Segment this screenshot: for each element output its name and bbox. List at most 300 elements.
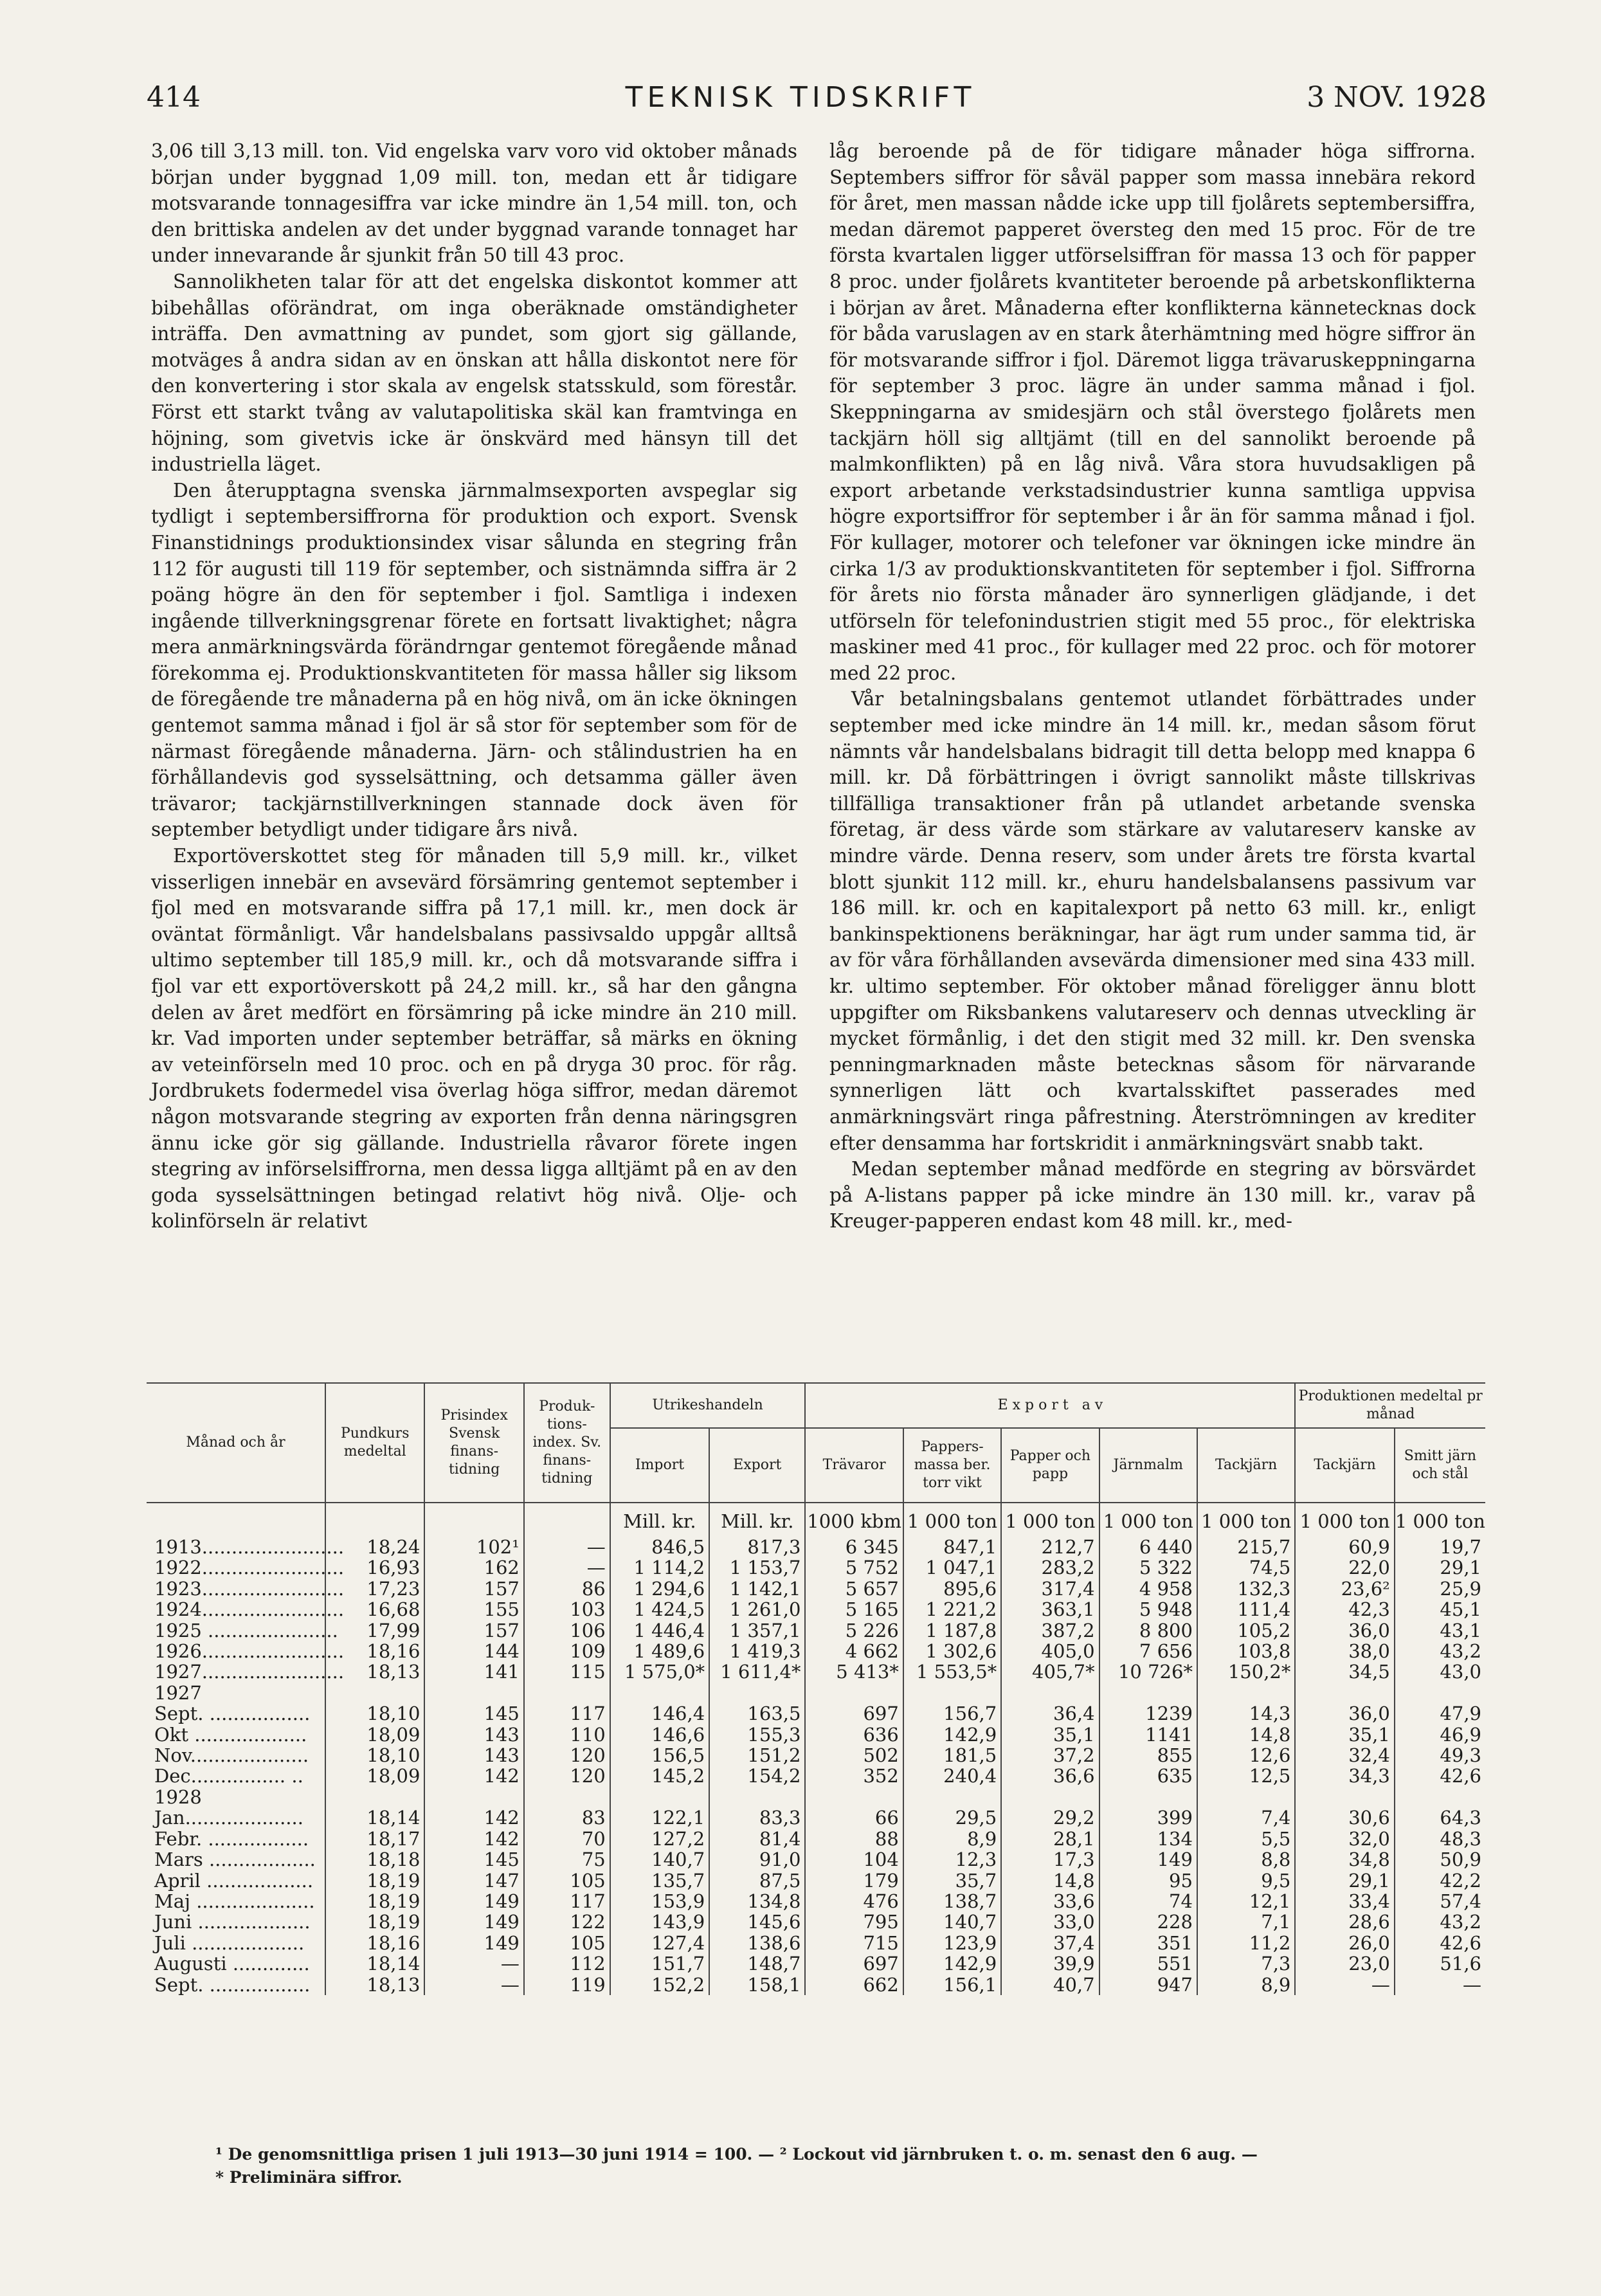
- table-cell: 29,2: [1001, 1807, 1099, 1828]
- table-cell: 1 221,2: [903, 1599, 1001, 1620]
- table-cell: 36,4: [1001, 1703, 1099, 1724]
- table-cell: 42,2: [1395, 1870, 1485, 1891]
- table-cell: [1395, 1683, 1485, 1703]
- paragraph: Den återupptagna svenska järnmalmsexporten avspeglar sig tydligt i septembersiffrorna för produktion och export. Svensk Finanstidnings produktionsindex visar sålunda en stegring från 112 för augusti till 119 för september, och sistnämnda siffra är 2 poäng högre än den för september i fjol. Samtliga i indexen ingående tillverkningsgrenar förete en fortsatt livaktighet; några mera anmärkningsvärda förändrngar gentemot föregående månad förekomma ej. Produktionskvantiteten för massa håller sig liksom de föregående tre månaderna på en hög nivå, om än icke ökningen gentemot samma månad i fjol är så stor för september som för de närmast föregående månaderna. Järn- och stålindustrien ha en förhållandevis god sysselsättning, och detsamma gäller även trävaror; tackjärnstillverkningen stannade dock även för september betydligt under tidigare års nivå.: [151, 479, 797, 841]
- table-cell: 215,7: [1197, 1537, 1295, 1557]
- table-cell: 149: [424, 1933, 523, 1953]
- table-cell: 103,8: [1197, 1641, 1295, 1661]
- column-header: Import: [610, 1428, 709, 1503]
- table-cell: 18,16: [325, 1933, 424, 1953]
- column-header: Export: [709, 1428, 805, 1503]
- table-cell: 228: [1099, 1912, 1197, 1932]
- table-cell: 143: [424, 1724, 523, 1745]
- table-row: [147, 1975, 1485, 1995]
- table-cell: 154,2: [709, 1766, 805, 1786]
- table-cell: 43,2: [1395, 1912, 1485, 1932]
- table-cell: 18,10: [325, 1745, 424, 1766]
- table-cell: —: [1295, 1975, 1394, 1995]
- table-row: [147, 1557, 1485, 1578]
- table-cell: [1395, 1787, 1485, 1807]
- table-cell: 17,3: [1001, 1849, 1099, 1870]
- table-cell: 363,1: [1001, 1599, 1099, 1620]
- table-row: [147, 1849, 1485, 1870]
- table-cell: 662: [805, 1975, 903, 1995]
- table-cell: 75: [524, 1849, 610, 1870]
- table-cell: 105,2: [1197, 1620, 1295, 1641]
- table-row: [147, 1641, 1485, 1661]
- table-cell: 42,6: [1395, 1933, 1485, 1953]
- table-cell: 6 345: [805, 1537, 903, 1557]
- table-cell: 1 142,1: [709, 1578, 805, 1599]
- table-row: [147, 1829, 1485, 1849]
- table-cell: 697: [805, 1953, 903, 1974]
- table-cell: 40,7: [1001, 1975, 1099, 1995]
- row-label: Dec................ ..: [154, 1765, 303, 1787]
- table-cell: —: [1395, 1975, 1485, 1995]
- table-cell: 42,6: [1395, 1766, 1485, 1786]
- table-cell: 8,9: [903, 1829, 1001, 1849]
- table-cell: 33,6: [1001, 1891, 1099, 1912]
- table-cell: 240,4: [903, 1766, 1001, 1786]
- table-cell: 551: [1099, 1953, 1197, 1974]
- table-cell: 5 413*: [805, 1661, 903, 1682]
- table-cell: 143: [424, 1745, 523, 1766]
- table-cell: 38,0: [1295, 1641, 1394, 1661]
- unit-cell: 1 000 ton: [1295, 1503, 1394, 1537]
- table-cell: 46,9: [1395, 1724, 1485, 1745]
- table-cell: 140,7: [903, 1912, 1001, 1932]
- table-cell: 1 611,4*: [709, 1661, 805, 1682]
- group-header: Produktionen medeltal pr månad: [1295, 1383, 1485, 1428]
- table-cell: 8 800: [1099, 1620, 1197, 1641]
- table-cell: 18,13: [325, 1661, 424, 1682]
- table-cell: 12,1: [1197, 1891, 1295, 1912]
- table-cell: 60,9: [1295, 1537, 1394, 1557]
- table-row: [147, 1661, 1485, 1682]
- table-cell: 120: [524, 1766, 610, 1786]
- table-cell: 7 656: [1099, 1641, 1197, 1661]
- table-cell: [1001, 1683, 1099, 1703]
- table-cell: 212,7: [1001, 1537, 1099, 1557]
- table-cell: 28,6: [1295, 1912, 1394, 1932]
- table-cell: 7,1: [1197, 1912, 1295, 1932]
- table-cell: 49,3: [1395, 1745, 1485, 1766]
- units-row: [147, 1503, 1485, 1537]
- column-header: Tackjärn: [1295, 1428, 1394, 1503]
- table-row: [147, 1599, 1485, 1620]
- row-label: 1913........................: [154, 1536, 345, 1558]
- paragraph: låg beroende på de för tidigare månader höga siffrorna. Septembers siffror för såväl papper som massa innebära rekord för året, men massan nådde icke upp till fjolårets septembersiffra, medan däremot papperet översteg den med 15 proc. För de tre första kvartalen ligger utförselsiffran för massa 13 och för papper 8 proc. under fjolårets kvantiteter beroende på arbetskonflikterna i början av året. Månaderna efter konflikterna kännetecknas dock för båda varuslagen av en stark återhämtning med högre siffror än för motsvarande siffror i fjol. Däremot ligga trävaruskeppningarna för september 3 proc. lägre än under samma månad i fjol. Skeppningarna av smidesjärn och stål överstego fjolårets men tackjärn höll sig alltjämt (till en del sannolikt beroende på malmkonflikten) på en låg nivå. Våra stora huvudsakligen på export arbetande verkstadsindustrier kunna samtliga uppvisa högre exportsiffror för september i år än för samma månad i fjol. För kullager, motorer och telefoner var ökningen icke mindre än cirka 1/3 av produktionskvantiteten för september i fjol. Siffrorna för årets nio första månader äro synnerligen glädjande, i det utförseln för telefonindustrien stigit med 55 proc., för elektriska maskiner med 41 proc., för kullager med 22 proc. och för motorer med 22 proc.: [829, 140, 1476, 684]
- row-label: Okt ...................: [154, 1723, 307, 1746]
- column-header: Järnmalm: [1099, 1428, 1197, 1503]
- unit-cell: Mill. kr.: [709, 1503, 805, 1537]
- table-cell: 142: [424, 1829, 523, 1849]
- table-cell: 36,0: [1295, 1703, 1394, 1724]
- table-cell: 143,9: [610, 1912, 709, 1932]
- table-cell: 405,0: [1001, 1641, 1099, 1661]
- table-cell: 32,0: [1295, 1829, 1394, 1849]
- unit-cell: 1000 kbm: [805, 1503, 903, 1537]
- table-cell: —: [424, 1953, 523, 1974]
- table-cell: 387,2: [1001, 1620, 1099, 1641]
- table-row: [147, 1703, 1485, 1724]
- table-cell: 18,19: [325, 1870, 424, 1891]
- table-row: [147, 1745, 1485, 1766]
- table-cell: 502: [805, 1745, 903, 1766]
- row-label: 1923........................: [154, 1577, 345, 1600]
- table-cell: 37,2: [1001, 1745, 1099, 1766]
- table-row: [147, 1787, 1485, 1807]
- table-cell: 110: [524, 1724, 610, 1745]
- table-cell: 142: [424, 1807, 523, 1828]
- table-cell: 34,8: [1295, 1849, 1394, 1870]
- table-cell: 145,2: [610, 1766, 709, 1786]
- table-cell: 9,5: [1197, 1870, 1295, 1891]
- row-label: Maj ....................: [154, 1890, 315, 1912]
- paragraph: Vår betalningsbalans gentemot utlandet förbättrades under september med icke mindre än 14 mill. kr., medan såsom förut nämnts vår handelsbalans bidragit till detta belopp med knappa 6 mill. kr. Då förbättringen i övrigt sannolikt måste tillskrivas tillfälliga transaktioner från på utlandet arbetande svenska företag, är dess värde som stärkare av valutareserv kanske av mindre värde. Denna reserv, som under årets tre första kvartal blott sjunkit 112 mill. kr., ehuru handelsbalansens passivum var 186 mill. kr. och en kapitalexport på netto 63 mill. kr., enligt bankinspektionens beräkningar, har ägt rum under samma tid, är av för våra förhållanden avsevärda dimensioner med sina 433 mill. kr. ultimo september. För oktober månad föreligger ännu blott uppgifter om Riksbankens valutareserv och dennas utveckling är mycket förmånlig, i det den stigit med 32 mill. kr. Den svenska penningmarknaden måste betecknas såsom för närvarande synnerligen lätt och kvartalsskiftet passerades med anmärkningsvärt ringa påfrestning. Återströmningen av krediter efter densamma har fortskridit i anmärkningsvärt snabb takt.: [829, 688, 1476, 1154]
- table-cell: 109: [524, 1641, 610, 1661]
- table-cell: 81,4: [709, 1829, 805, 1849]
- column-header: Trävaror: [805, 1428, 903, 1503]
- table-cell: 156,1: [903, 1975, 1001, 1995]
- table-cell: [903, 1787, 1001, 1807]
- table-cell: 74: [1099, 1891, 1197, 1912]
- table-row: [147, 1870, 1485, 1891]
- table-cell: 145,6: [709, 1912, 805, 1932]
- row-label: April ..................: [154, 1869, 314, 1892]
- table-cell: 1 294,6: [610, 1578, 709, 1599]
- table-row: [147, 1912, 1485, 1932]
- table-cell: 8,9: [1197, 1975, 1295, 1995]
- table-cell: 156,7: [903, 1703, 1001, 1724]
- table-cell: 25,9: [1395, 1578, 1485, 1599]
- left-text-column: [151, 138, 797, 1234]
- table-cell: 45,1: [1395, 1599, 1485, 1620]
- column-header: Tackjärn: [1197, 1428, 1295, 1503]
- table-cell: 122: [524, 1912, 610, 1932]
- table-cell: 86: [524, 1578, 610, 1599]
- table-cell: [1099, 1683, 1197, 1703]
- table-cell: 1 302,6: [903, 1641, 1001, 1661]
- table-cell: [424, 1683, 523, 1703]
- table-cell: 138,7: [903, 1891, 1001, 1912]
- table-cell: [805, 1683, 903, 1703]
- table-cell: 855: [1099, 1745, 1197, 1766]
- table-cell: 352: [805, 1766, 903, 1786]
- table-cell: 127,4: [610, 1933, 709, 1953]
- paragraph: Sannolikheten talar för att det engelska diskontot kommer att bibehållas oförändrat, om inga oberäknade omständigheter inträffa. Den avmattning av pundet, som gjort sig gällande, motväges å andra sidan av en önskan att hålla diskontot nere för den konvertering i stor skala av engelsk statsskuld, som förestår. Först ett starkt tvång av valutapolitiska skäl kan framtvinga en höjning, som givetvis icke är önskvärd med hänsyn till det industriella läget.: [151, 270, 797, 476]
- table-cell: 5 752: [805, 1557, 903, 1578]
- table-row: [147, 1683, 1485, 1703]
- table-cell: 105: [524, 1933, 610, 1953]
- table-cell: 22,0: [1295, 1557, 1394, 1578]
- table-cell: 43,1: [1395, 1620, 1485, 1641]
- table-cell: 18,14: [325, 1807, 424, 1828]
- table-cell: 30,6: [1295, 1807, 1394, 1828]
- table-cell: 142,9: [903, 1953, 1001, 1974]
- table-cell: 10 726*: [1099, 1661, 1197, 1682]
- table-cell: 5 322: [1099, 1557, 1197, 1578]
- unit-cell: 1 000 ton: [1099, 1503, 1197, 1537]
- row-label: Sept. .................: [154, 1973, 311, 1996]
- table-row: [147, 1578, 1485, 1599]
- table-cell: 151,2: [709, 1745, 805, 1766]
- table-body: [147, 1537, 1485, 1995]
- table-cell: 317,4: [1001, 1578, 1099, 1599]
- table-cell: 115: [524, 1661, 610, 1682]
- table-cell: 120: [524, 1745, 610, 1766]
- table-cell: 32,4: [1295, 1745, 1394, 1766]
- table-cell: 146,6: [610, 1724, 709, 1745]
- table-cell: [524, 1787, 610, 1807]
- paragraph: Exportöverskottet steg för månaden till 5,9 mill. kr., vilket visserligen innebär en avsevärd försämring gentemot september i fjol med en motsvarande siffra på 17,1 mill. kr., men dock är oväntat förmånligt. Vår handelsbalans passivsaldo uppgår alltså ultimo september till 185,9 mill. kr., och då motsvarande siffra i fjol var ett exportöverskott på 24,2 mill. kr., så har den gångna delen av året medfört en försämring på icke mindre än 210 mill. kr. Vad importen under september beträffar, så märks en ökning av veteinförseln med 10 proc. och en på dryga 30 proc. för råg. Jordbrukets fodermedel visa överlag höga siffror, medan däremot någon motsvarande stegring av exporten från denna näringsgren ännu icke gör sig gällande. Industriella råvaror förete ingen stegring av införselsiffrorna, men dessa ligga alltjämt på en av den goda sysselsättningen betingad relativt hög nivå. Olje- och kolinförseln är relativt: [151, 845, 797, 1233]
- table-cell: 12,5: [1197, 1766, 1295, 1786]
- footnote: * Preliminära siffror.: [215, 2168, 403, 2187]
- row-label: 1922........................: [154, 1557, 345, 1579]
- table-cell: —: [524, 1557, 610, 1578]
- table-cell: 29,1: [1395, 1557, 1485, 1578]
- table-cell: 105: [524, 1870, 610, 1891]
- table-cell: 19,7: [1395, 1537, 1485, 1557]
- table-cell: 1 261,0: [709, 1599, 805, 1620]
- table-cell: [325, 1787, 424, 1807]
- table-cell: 947: [1099, 1975, 1197, 1995]
- group-header: E x p o r t a v: [805, 1383, 1295, 1428]
- table-cell: 18,24: [325, 1537, 424, 1557]
- table-cell: 39,9: [1001, 1953, 1099, 1974]
- table-cell: 18,09: [325, 1766, 424, 1786]
- table-row: [147, 1724, 1485, 1745]
- table-cell: 1 153,7: [709, 1557, 805, 1578]
- table-cell: 17,23: [325, 1578, 424, 1599]
- table-cell: 697: [805, 1703, 903, 1724]
- table-cell: 283,2: [1001, 1557, 1099, 1578]
- table-cell: 5 165: [805, 1599, 903, 1620]
- table-cell: [709, 1787, 805, 1807]
- table-cell: 42,3: [1295, 1599, 1394, 1620]
- table-cell: 1 047,1: [903, 1557, 1001, 1578]
- table-cell: 7,4: [1197, 1807, 1295, 1828]
- table-cell: 4 662: [805, 1641, 903, 1661]
- table-cell: 18,09: [325, 1724, 424, 1745]
- table-cell: 162: [424, 1557, 523, 1578]
- table-cell: 64,3: [1395, 1807, 1485, 1828]
- table-cell: —: [424, 1975, 523, 1995]
- table-cell: 91,0: [709, 1849, 805, 1870]
- table-cell: 83,3: [709, 1807, 805, 1828]
- table-cell: 163,5: [709, 1703, 805, 1724]
- table-cell: [424, 1787, 523, 1807]
- row-label: 1924........................: [154, 1598, 345, 1621]
- table-cell: 70: [524, 1829, 610, 1849]
- table-cell: [610, 1683, 709, 1703]
- table-cell: 66: [805, 1807, 903, 1828]
- table-cell: 23,6²: [1295, 1578, 1394, 1599]
- table-cell: 36,0: [1295, 1620, 1394, 1641]
- table-cell: 43,2: [1395, 1641, 1485, 1661]
- table-cell: 636: [805, 1724, 903, 1745]
- unit-cell: [147, 1503, 325, 1537]
- table-cell: 6 440: [1099, 1537, 1197, 1557]
- table-cell: 18,19: [325, 1891, 424, 1912]
- table-cell: 103: [524, 1599, 610, 1620]
- table-cell: 18,16: [325, 1641, 424, 1661]
- table-cell: 18,13: [325, 1975, 424, 1995]
- table-cell: [1295, 1683, 1394, 1703]
- group-header: Utrikeshandeln: [610, 1383, 806, 1428]
- table-cell: 23,0: [1295, 1953, 1394, 1974]
- table-cell: 151,7: [610, 1953, 709, 1974]
- table-cell: 50,9: [1395, 1849, 1485, 1870]
- table-cell: 152,2: [610, 1975, 709, 1995]
- table-cell: 1 489,6: [610, 1641, 709, 1661]
- table-cell: 29,5: [903, 1807, 1001, 1828]
- table-cell: 26,0: [1295, 1933, 1394, 1953]
- table-cell: 5 657: [805, 1578, 903, 1599]
- table-cell: 148,7: [709, 1953, 805, 1974]
- table-cell: 155,3: [709, 1724, 805, 1745]
- table-cell: 34,5: [1295, 1661, 1394, 1682]
- row-label: 1926........................: [154, 1640, 345, 1663]
- table-cell: 150,2*: [1197, 1661, 1295, 1682]
- table-cell: 134: [1099, 1829, 1197, 1849]
- table-cell: 149: [424, 1891, 523, 1912]
- table-cell: 36,6: [1001, 1766, 1099, 1786]
- table-cell: 74,5: [1197, 1557, 1295, 1578]
- table-cell: 14,8: [1197, 1724, 1295, 1745]
- table-cell: 149: [424, 1912, 523, 1932]
- table-row: [147, 1620, 1485, 1641]
- row-label: Augusti .............: [154, 1953, 310, 1975]
- table-cell: 17,99: [325, 1620, 424, 1641]
- table-cell: 132,3: [1197, 1578, 1295, 1599]
- table-cell: 83: [524, 1807, 610, 1828]
- table-cell: 104: [805, 1849, 903, 1870]
- footnote: ¹ De genomsnittliga prisen 1 juli 1913—30 juni 1914 = 100. — ² Lockout vid järnbruken t. o. m. senast den 6 aug. —: [215, 2145, 1258, 2164]
- unit-cell: [325, 1503, 424, 1537]
- table-row: [147, 1766, 1485, 1786]
- page-number: 414: [147, 81, 201, 114]
- table-cell: 112: [524, 1953, 610, 1974]
- table-cell: 179: [805, 1870, 903, 1891]
- table-cell: [524, 1683, 610, 1703]
- row-label: Nov....................: [154, 1744, 309, 1767]
- table-cell: 1 553,5*: [903, 1661, 1001, 1682]
- unit-cell: 1 000 ton: [1001, 1503, 1099, 1537]
- table-cell: 16,68: [325, 1599, 424, 1620]
- unit-cell: [524, 1503, 610, 1537]
- table-cell: 149: [1099, 1849, 1197, 1870]
- table-cell: —: [524, 1537, 610, 1557]
- table-cell: 18,14: [325, 1953, 424, 1974]
- table-cell: 145: [424, 1703, 523, 1724]
- table-cell: 157: [424, 1578, 523, 1599]
- unit-cell: 1 000 ton: [1197, 1503, 1295, 1537]
- table-cell: 138,6: [709, 1933, 805, 1953]
- table-cell: 635: [1099, 1766, 1197, 1786]
- table-cell: 106: [524, 1620, 610, 1641]
- row-label: Jan....................: [154, 1807, 303, 1829]
- table-cell: [1001, 1787, 1099, 1807]
- table-cell: 11,2: [1197, 1933, 1295, 1953]
- table-cell: 35,7: [903, 1870, 1001, 1891]
- unit-cell: Mill. kr.: [610, 1503, 709, 1537]
- table-cell: 5 948: [1099, 1599, 1197, 1620]
- table-cell: 142: [424, 1766, 523, 1786]
- table-cell: 28,1: [1001, 1829, 1099, 1849]
- table-cell: 7,3: [1197, 1953, 1295, 1974]
- table-cell: 140,7: [610, 1849, 709, 1870]
- table-cell: 405,7*: [1001, 1661, 1099, 1682]
- table-cell: 1 575,0*: [610, 1661, 709, 1682]
- table-cell: 43,0: [1395, 1661, 1485, 1682]
- unit-cell: 1 000 ton: [1395, 1503, 1485, 1537]
- paragraph: 3,06 till 3,13 mill. ton. Vid engelska varv voro vid oktober månads början under byggnad 1,09 mill. ton, medan ett år tidigare motsvarande tonnagesiffra var icke mindre än 1,54 mill. ton, och den brittiska andelen av det under byggnad varande tonnaget har under innevarande år sjunkit från 50 till 43 proc.: [151, 140, 797, 267]
- table-cell: 18,10: [325, 1703, 424, 1724]
- table-cell: [1099, 1787, 1197, 1807]
- table-cell: 155: [424, 1599, 523, 1620]
- table-cell: 34,3: [1295, 1766, 1394, 1786]
- table-cell: 4 958: [1099, 1578, 1197, 1599]
- table-cell: 1 446,4: [610, 1620, 709, 1641]
- table-cell: 117: [524, 1703, 610, 1724]
- table-cell: 141: [424, 1661, 523, 1682]
- table-cell: 47,9: [1395, 1703, 1485, 1724]
- table-cell: 817,3: [709, 1537, 805, 1557]
- table-cell: [1197, 1683, 1295, 1703]
- table-cell: 846,5: [610, 1537, 709, 1557]
- table-cell: 847,1: [903, 1537, 1001, 1557]
- unit-cell: [424, 1503, 523, 1537]
- table-cell: [709, 1683, 805, 1703]
- table-cell: 14,8: [1001, 1870, 1099, 1891]
- table-row: [147, 1891, 1485, 1912]
- table-cell: 351: [1099, 1933, 1197, 1953]
- row-label: 1927: [154, 1681, 202, 1704]
- table-cell: [805, 1787, 903, 1807]
- table-cell: 57,4: [1395, 1891, 1485, 1912]
- table-cell: 48,3: [1395, 1829, 1485, 1849]
- table-cell: 1141: [1099, 1724, 1197, 1745]
- column-header: Papper och papp: [1001, 1428, 1099, 1503]
- column-header: Produk-tions-index. Sv. finans-tidning: [524, 1383, 610, 1503]
- row-label: Juni ...................: [154, 1911, 311, 1933]
- table-cell: 895,6: [903, 1578, 1001, 1599]
- table-cell: 95: [1099, 1870, 1197, 1891]
- table-cell: 117: [524, 1891, 610, 1912]
- table-cell: [610, 1787, 709, 1807]
- table-cell: 14,3: [1197, 1703, 1295, 1724]
- row-label: Juli ...................: [154, 1931, 305, 1954]
- table-cell: 29,1: [1295, 1870, 1394, 1891]
- table-cell: 12,3: [903, 1849, 1001, 1870]
- table-cell: 135,7: [610, 1870, 709, 1891]
- table-cell: 33,4: [1295, 1891, 1394, 1912]
- column-header: Smitt järn och stål: [1395, 1428, 1485, 1503]
- table-cell: 715: [805, 1933, 903, 1953]
- table-cell: 111,4: [1197, 1599, 1295, 1620]
- table-cell: [1295, 1787, 1394, 1807]
- table-cell: 134,8: [709, 1891, 805, 1912]
- table-cell: 1 419,3: [709, 1641, 805, 1661]
- row-label: 1927........................: [154, 1661, 345, 1683]
- table-cell: 37,4: [1001, 1933, 1099, 1953]
- table-cell: 12,6: [1197, 1745, 1295, 1766]
- row-label: Febr. .................: [154, 1827, 309, 1850]
- issue-date: 3 NOV. 1928: [1307, 81, 1487, 114]
- table-cell: 5 226: [805, 1620, 903, 1641]
- table-cell: 153,9: [610, 1891, 709, 1912]
